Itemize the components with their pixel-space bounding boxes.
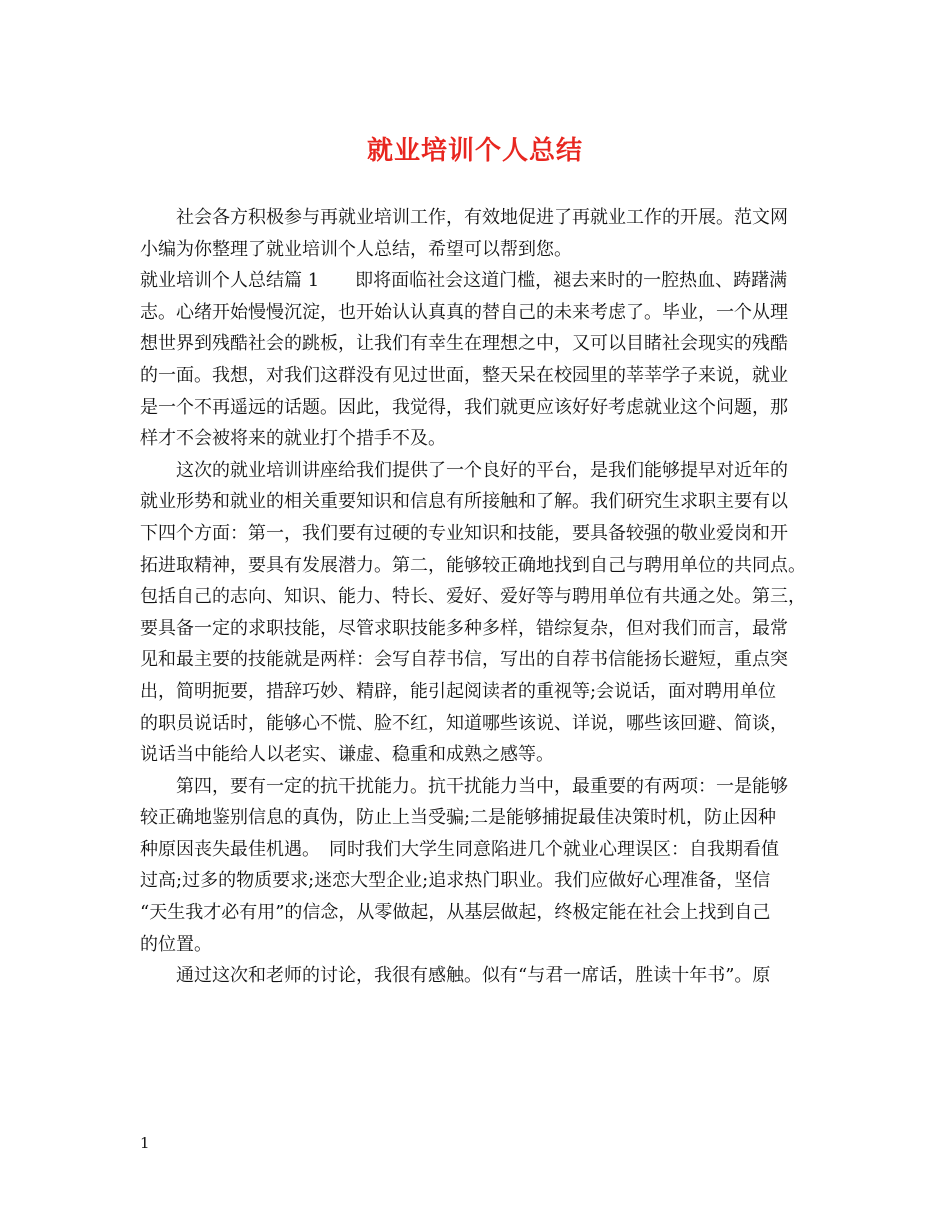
text-line: 包括自己的志向、知识、能力、特长、爱好、爱好等与聘用单位有共通之处。第三，	[140, 586, 806, 608]
text-line: 样才不会被将来的就业打个措手不及。	[140, 428, 446, 450]
text-line: 的职员说话时，能够心不慌、脸不红，知道哪些该说、详说，哪些该回避、简谈，	[140, 712, 788, 734]
text-line: 的位置。	[140, 933, 212, 955]
document-body	[140, 202, 830, 992]
text-line: 较正确地鉴别信息的真伪，防止上当受骗;二是能够捕捉最佳决策时机，防止因种	[140, 807, 777, 829]
text-line: 的一面。我想，对我们这群没有见过世面，整天呆在校园里的莘莘学子来说，就业	[140, 364, 788, 386]
text-line: 过高;过多的物质要求;迷恋大型企业;追求热门职业。我们应做好心理准备，坚信	[140, 870, 771, 892]
text-line: 社会各方积极参与再就业培训工作，有效地促进了再就业工作的开展。范文网	[176, 207, 788, 228]
text-line: 见和最主要的技能就是两样：会写自荐书信，写出的自荐书信能扬长避短，重点突	[140, 649, 788, 671]
text-line: 志。心绪开始慢慢沉淀，也开始认认真真的替自己的未来考虑了。毕业，一个从理	[140, 301, 788, 323]
document-title: 就业培训个人总结	[366, 136, 583, 166]
text-line: 种原因丧失最佳机遇。 同时我们大学生同意陷进几个就业心理误区：自我期看值	[140, 838, 779, 860]
text-line: 说话当中能给人以老实、谦虚、稳重和成熟之感等。	[140, 744, 554, 766]
text-line: 下四个方面：第一，我们要有过硬的专业知识和技能，要具备较强的敬业爱岗和开	[140, 522, 788, 544]
text-line: 要具备一定的求职技能，尽管求职技能多种多样，错综复杂，但对我们而言，最常	[140, 617, 788, 639]
page-number: 1	[140, 1134, 150, 1152]
text-line: 是一个不再遥远的话题。因此，我觉得，我们就更应该好好考虑就业这个问题，那	[140, 396, 788, 418]
text-line: “天生我才必有用”的信念，从零做起，从基层做起，终极定能在社会上找到自己	[140, 902, 771, 924]
text-line: 第四，要有一定的抗干扰能力。抗干扰能力当中，最重要的有两项：一是能够	[176, 775, 788, 797]
text-line: 小编为你整理了就业培训个人总结，希望可以帮到您。	[140, 238, 572, 260]
text-line: 拓进取精神，要具有发展潜力。第二，能够较正确地找到自己与聘用单位的共同点。	[140, 554, 806, 576]
text-line: 这次的就业培训讲座给我们提供了一个良好的平台，是我们能够提早对近年的	[176, 459, 788, 481]
text-line: 就业形势和就业的相关重要知识和信息有所接触和了解。我们研究生求职主要有以	[140, 491, 788, 513]
text-line: 出，简明扼要，措辞巧妙、精辟，能引起阅读者的重视等;会说话，面对聘用单位	[140, 680, 777, 702]
text-line: 通过这次和老师的讨论，我很有感触。似有“与君一席话，胜读十年书”。原	[176, 965, 771, 987]
text-line: 想世界到残酷社会的跳板，让我们有幸生在理想之中，又可以目睹社会现实的残酷	[140, 333, 788, 355]
text-line: 就业培训个人总结篇 1 即将面临社会这道门槛，褪去来时的一腔热血、踌躇满	[140, 270, 788, 292]
